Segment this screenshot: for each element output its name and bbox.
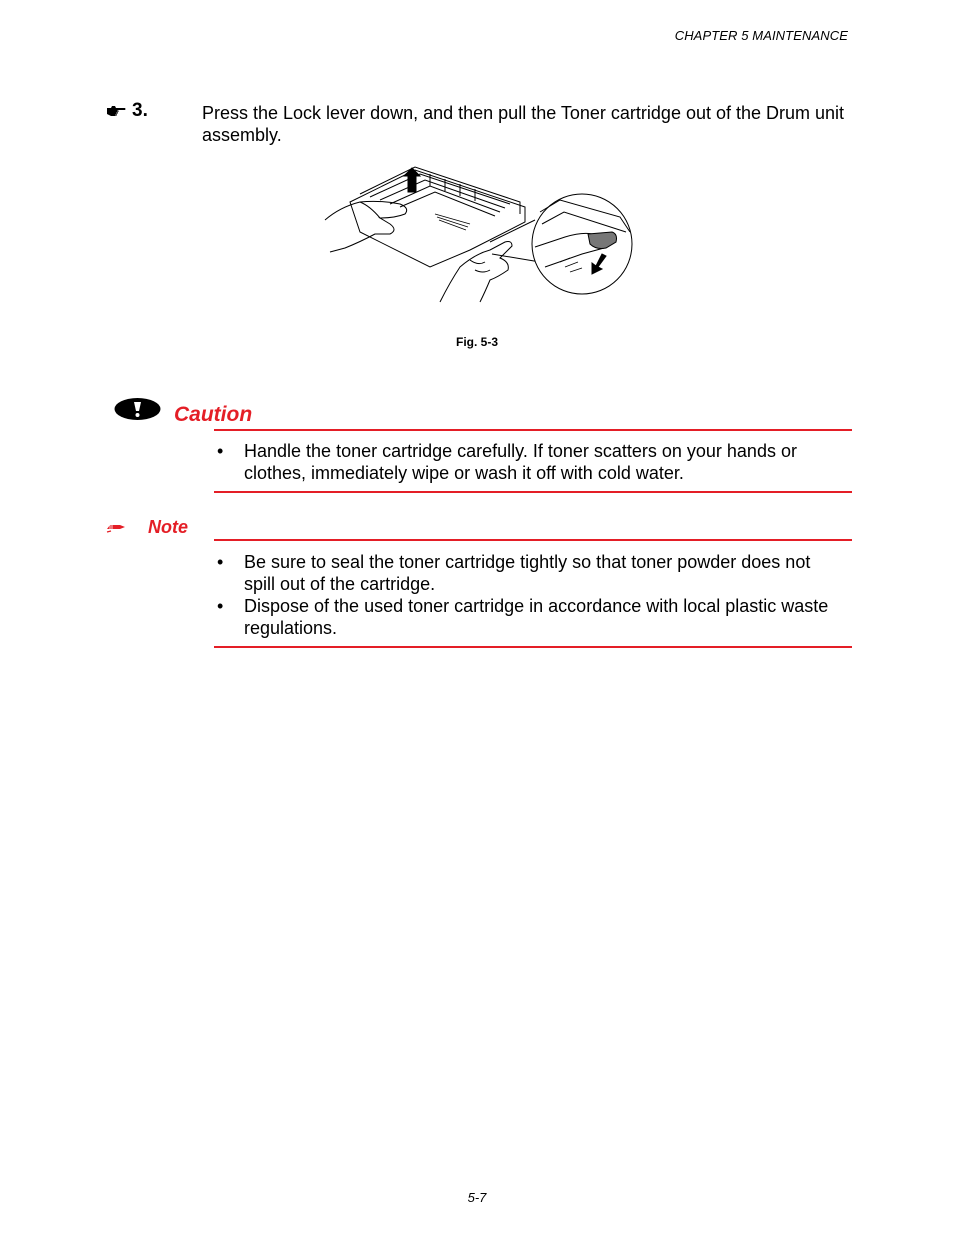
note-pencil-icon: [106, 520, 126, 534]
caution-item-text: Handle the toner cartridge carefully. If toner scatters on your hands or clothes, immediately wipe or wash it off with cold water.: [244, 441, 797, 483]
note-title: Note: [148, 517, 188, 537]
caution-bottom-rule: [214, 491, 852, 493]
caution-top-rule: [214, 429, 852, 431]
toner-removal-illustration: [320, 162, 636, 307]
note-top-rule: [214, 539, 852, 541]
list-item: [214, 551, 844, 595]
note-item-text: Dispose of the used toner cartridge in accordance with local plastic waste regulations.: [244, 596, 829, 638]
note-list: [214, 551, 844, 639]
page-number: 5-7: [467, 1190, 487, 1205]
bullet: •: [217, 441, 224, 461]
bullet: •: [217, 552, 224, 572]
note-bottom-rule: [214, 646, 852, 648]
caution-title: Caution: [174, 403, 253, 426]
bullet: •: [217, 596, 224, 616]
caution-list: [214, 440, 844, 484]
step-marker: [106, 100, 148, 122]
list-item: [214, 440, 844, 484]
list-item: [214, 595, 844, 639]
figure-caption: Fig. 5-3: [455, 335, 498, 349]
step-text: Press the Lock lever down, and then pull the Toner cartridge out of the Drum unit assembly.: [202, 103, 845, 145]
chapter-header: CHAPTER 5 MAINTENANCE: [674, 28, 848, 43]
step-number: 3.: [132, 100, 148, 121]
caution-exclamation-icon: [114, 397, 161, 421]
note-item-text: Be sure to seal the toner cartridge tightly so that toner powder does not spill out of the cartridge.: [244, 552, 811, 594]
pointing-hand-icon: [106, 104, 126, 118]
